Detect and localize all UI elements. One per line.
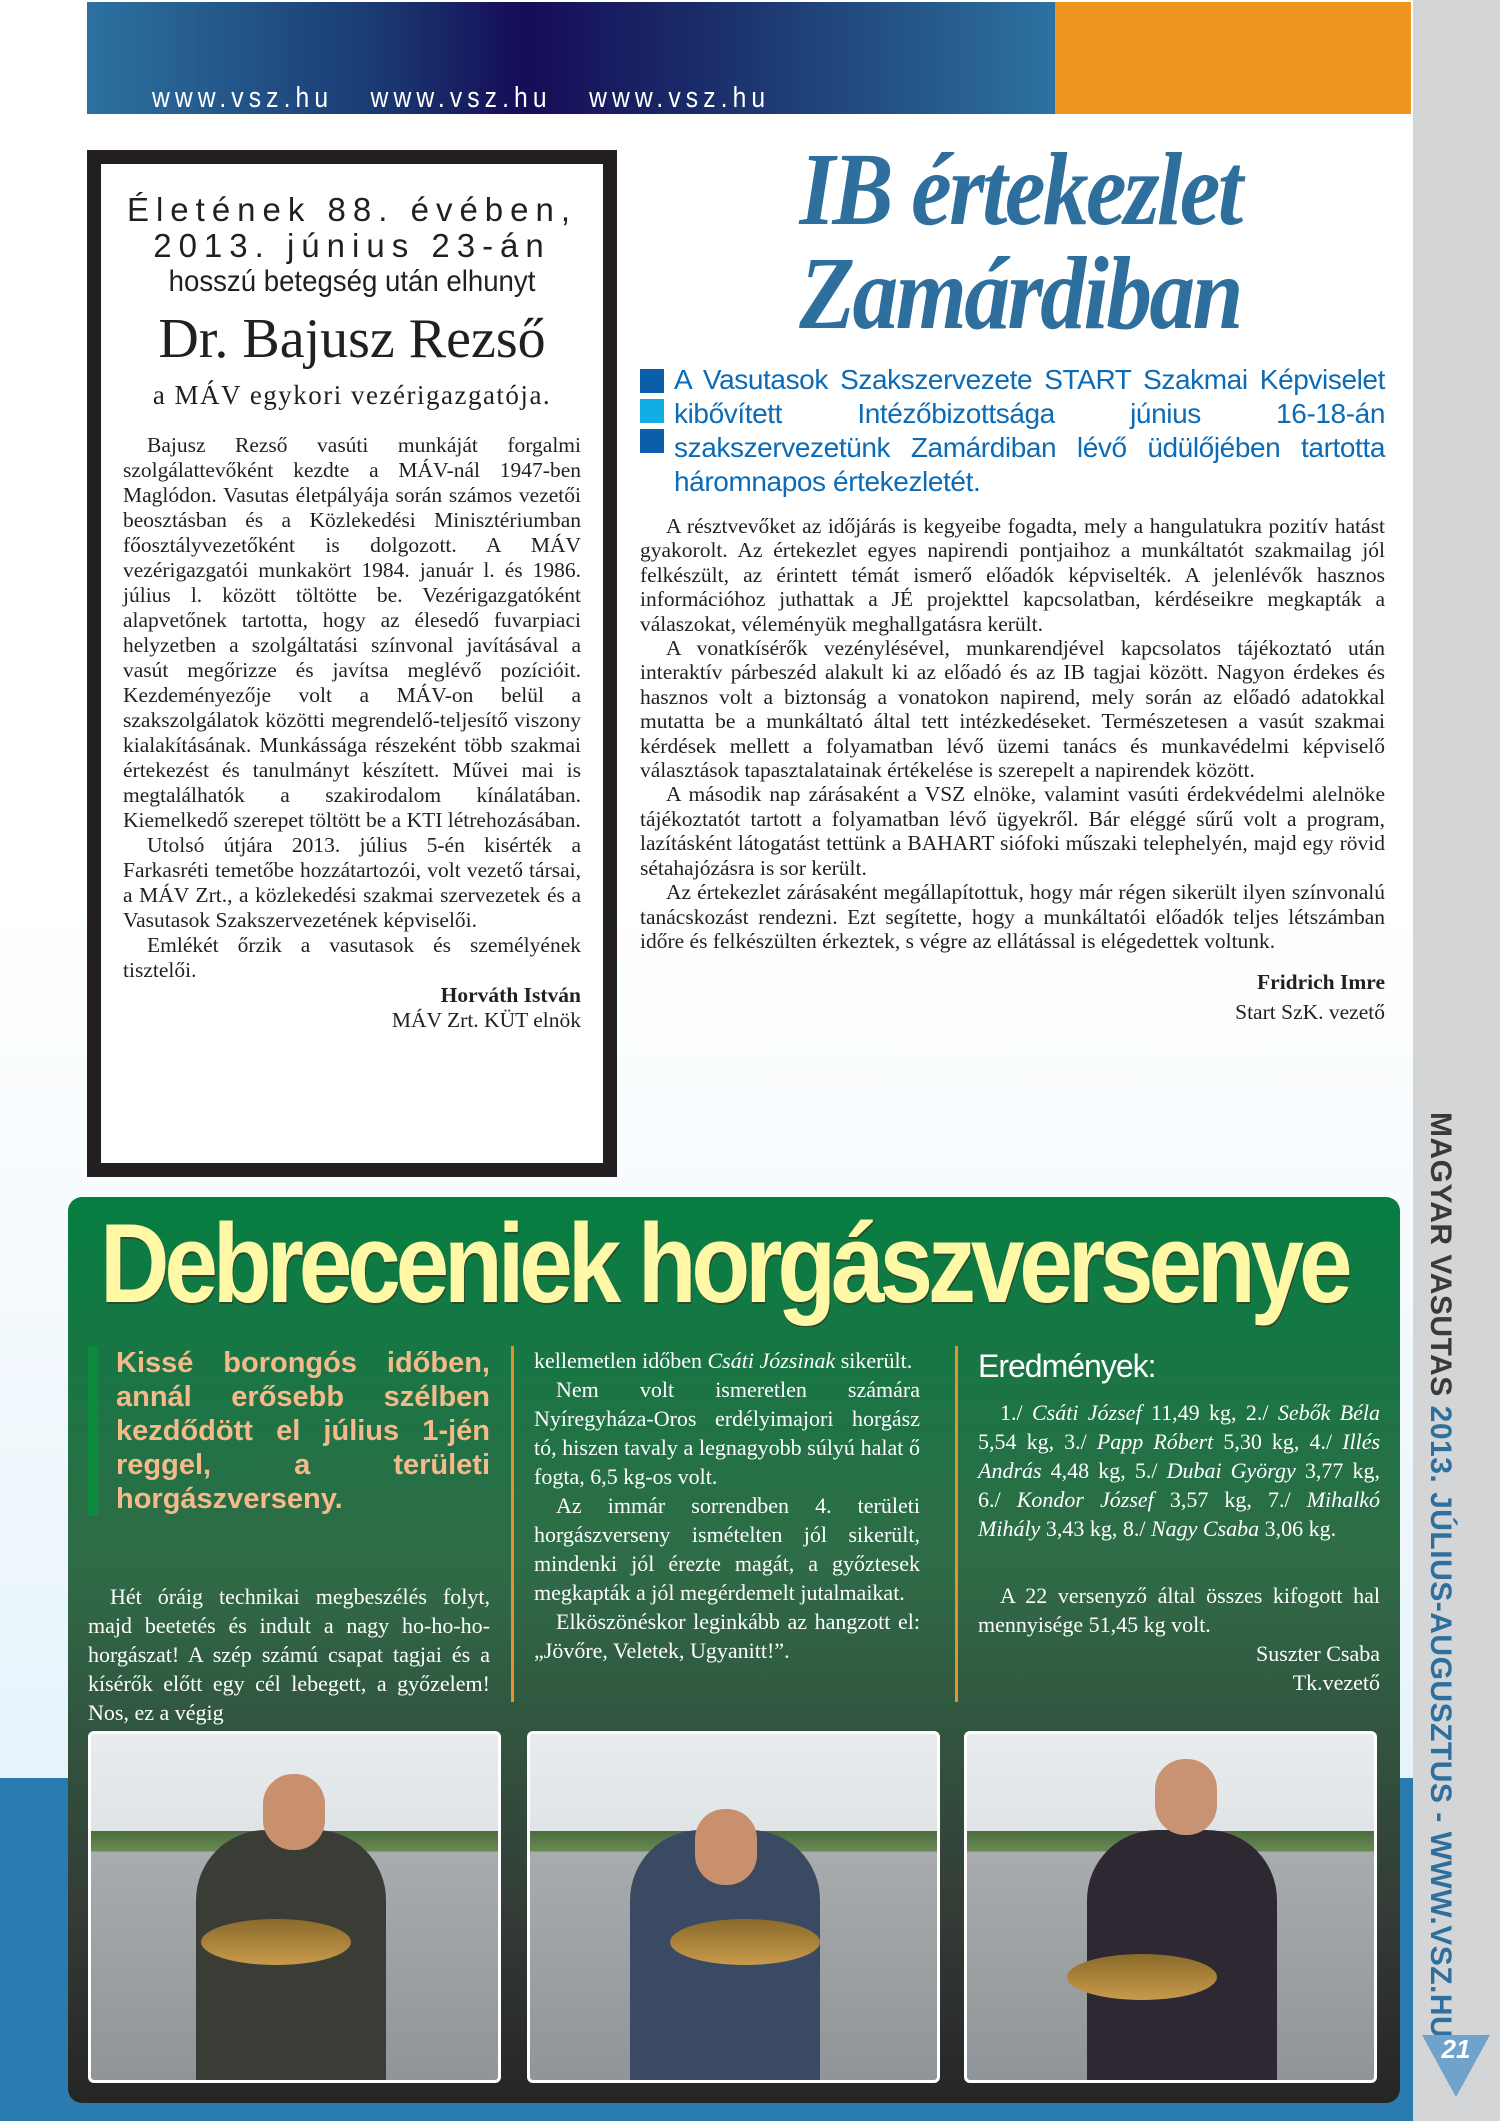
header-url[interactable]: www.vsz.hu (589, 82, 771, 114)
result-rank: 5./ (1134, 1458, 1158, 1483)
fishing-paragraph: Az immár sorrendben 4. területi horgászverseny ismételten jól sikerült, mindenki jól érezte magát, a győztesek megkapták a jól megérdemelt jutalmaikat. (534, 1493, 920, 1605)
result-weight: 3,57 kg, (1169, 1487, 1252, 1512)
fishing-column-1 (88, 1346, 490, 1727)
ib-article-lead (640, 363, 1385, 499)
result-name: Kondor József (1016, 1487, 1154, 1512)
obituary-paragraph: Bajusz Rezső vasúti munkáját forgalmi szolgálattevőként kezdte a MÁV-nál 1947-ben Maglódon. Vasutas életpályája során számos vezetői beosztásban és a Közlekedési Minisztériumban főosztályvezetőként is dolgozott. A MÁV vezérigazgatói munkakört 1984. január l. és 1986. július l. között töltötte be. Vezérigazgatóként alapvetőnek tartotta, hogy az élesedő fuvarpiaci helyzetben a szolgáltatási színvonal javításával a vasút megőrizze és javítsa meglévő pozícióit. Kezdeményezője volt a MÁV-on belül a szakszolgálatok közötti megrendelő-teljesítő viszony kialakításának. Munkássága részeként több szakmai értekezést és tanulmányt készített. Művei mai is megtalálhatók a szakirodalom kínálatában. Kiemelkedő szerepet töltött be a KTI létrehozásában. (123, 433, 581, 832)
fishing-column-2 (534, 1346, 920, 1665)
result-entry (1000, 1400, 1246, 1425)
article-signature-title: Start SzK. vezető (1235, 1000, 1385, 1025)
result-rank: 6./ (978, 1487, 1001, 1512)
photo-angler-1 (88, 1731, 501, 2083)
photo-angler-3 (964, 1731, 1377, 2083)
obituary-name: Dr. Bajusz Rezső (158, 308, 546, 370)
fishing-intro: Kissé borongós időben, annál erősebb szélben kezdődött el július 1-jén reggel, a területi horgászverseny. (88, 1346, 490, 1516)
fish (1067, 1954, 1217, 2000)
obituary-signature-title: MÁV Zrt. KÜT elnök (391, 1008, 581, 1032)
ib-article-title (756, 132, 1284, 351)
column-divider (955, 1346, 958, 1702)
obituary-line2: 2013. június 23-án (153, 227, 551, 264)
result-name: Sebők Béla (1277, 1400, 1381, 1425)
obituary-line1: Életének 88. évében, (126, 191, 578, 228)
result-weight: 3,43 kg, (1045, 1516, 1118, 1541)
result-weight: 4,48 kg, (1050, 1458, 1126, 1483)
article-paragraph: A vonatkísérők vezénylésével, munkarendjével kapcsolatos tájékoztató után interaktív párbeszéd alakult ki az előadó és az IB tagjai között. Nagyon érdekes és hasznos volt a biztonság a vonatokon napirend, mely során az előadó adatokkal mutatta be a munkáltató által tett intézkedéseket. Természetesen a vasút szakmai kérdések mellett a folyamatban lévő üzemi tanács és munkavédelmi képviselő választások tapasztalatainak értékelése is szerepelt a napirendek között. (640, 636, 1385, 783)
obituary-paragraph: Emlékét őrzik a vasutasok és személyének tisztelői. (123, 933, 581, 982)
result-name: Dubai György (1166, 1458, 1296, 1483)
result-entry (1123, 1516, 1336, 1541)
fishing-paragraph: Elköszönéskor leginkább az hangzott el: „Jövőre, Veletek, Ugyanitt!”. (534, 1609, 920, 1663)
result-rank: 7./ (1268, 1487, 1291, 1512)
result-name: Nagy Csaba (1150, 1516, 1260, 1541)
fish (201, 1919, 351, 1965)
magazine-issue-label (1423, 1112, 1457, 2038)
result-weight: 3,77 kg, (1304, 1458, 1381, 1483)
obituary-signature-name: Horváth István (440, 983, 581, 1007)
angler-head (695, 1809, 757, 1885)
angler-head (263, 1774, 325, 1850)
issue-text: 2013. JÚLIUS-AUGUSZTUS - WWW.VSZ.HU (1424, 1405, 1457, 2039)
result-name: Illés András (978, 1429, 1381, 1483)
fishing-signature-name: Suszter Csaba (1255, 1641, 1380, 1666)
result-weight: 11,49 kg, (1150, 1400, 1237, 1425)
magazine-name: MAGYAR VASUTAS (1424, 1112, 1457, 1397)
article-paragraph: A résztvevőket az időjárás is kegyeibe fogadta, mely a hangulatukra pozitív hatást gyakorolt. Az értekezlet egyes napirendi pontjaihoz a munkáltatót szakmailag jól felkészült, az érintett témát ismerő előadók képviselték. A jelenlévők hasznos információhoz juthattak a JÉ projekttel kapcsolatban, kérdéseikre megkapták a válaszokat, véleményük meghallgatásra került. (640, 514, 1385, 636)
obituary-line3: hosszú betegség után elhunyt (168, 265, 536, 298)
lead-squares-icon (640, 369, 664, 499)
title-line: IB értekezlet (799, 132, 1241, 247)
text: sikerült. (835, 1348, 913, 1373)
page-number: 21 (1441, 2034, 1471, 2064)
title-line: Zamárdiban (799, 236, 1241, 351)
obituary-role: a MÁV egykori vezérigazgatója. (152, 380, 552, 410)
fishing-title: Debreceniek horgászversenye (100, 1201, 1348, 1326)
article-paragraph: A második nap zárásaként a VSZ elnöke, valamint vasúti érdekvédelmi alelnöke tájékoztatót tartott a folyamatban lévő ügyekről. Bár eléggé sűrű volt a program, lazításként látogatást tettünk a BAHART siófoki műszaki telephelyén, majd egy rövid sétahajózásra is sor került. (640, 782, 1385, 880)
ib-article-body (640, 514, 1385, 1027)
obituary-paragraph: Utolsó útjára 2013. július 5-én kisérték a Farkasréti temetőbe hozzátartozói, volt vezető társai, a MÁV Zrt., a közlekedési szakmai szervezetek és a Vasutasok Szakszervezetének képviselői. (123, 833, 581, 932)
result-weight: 3,06 kg. (1264, 1516, 1337, 1541)
results-heading: Eredmények: (978, 1348, 1156, 1384)
fishing-column-3 (978, 1346, 1380, 1697)
fish (670, 1919, 820, 1965)
result-entry (1064, 1429, 1309, 1454)
result-rank: 2./ (1245, 1400, 1269, 1425)
photo-angler-2 (527, 1731, 940, 2083)
results-list (978, 1398, 1380, 1543)
text: kellemetlen időben (534, 1348, 708, 1373)
result-name: Csáti József (1031, 1400, 1142, 1425)
result-rank: 8./ (1122, 1516, 1146, 1541)
result-rank: 4./ (1309, 1429, 1333, 1454)
angler-head (1155, 1759, 1217, 1835)
fishing-signature-title: Tk.vezető (1292, 1670, 1380, 1695)
obituary-box (87, 150, 617, 1177)
fishing-paragraph: Hét óráig technikai megbeszélés folyt, majd beetetés és indult a nagy ho-ho-ho-horgászat! A szép számú csapat tagjai és a kísérők előtt egy cél lebegett, a győzelem! Nos, ez a végig (88, 1584, 490, 1725)
header-orange-block (1055, 2, 1411, 114)
result-rank: 3./ (1064, 1429, 1087, 1454)
header-url[interactable]: www.vsz.hu (152, 82, 334, 114)
result-rank: 1./ (1000, 1400, 1023, 1425)
column-divider (511, 1346, 514, 1702)
result-name: Mihalkó Mihály (978, 1487, 1381, 1541)
lead-text: A Vasutasok Szakszervezete START Szakmai Képviselet kibővített Intézőbizottsága június 16-18-án szakszervezetünk Zamárdiban lévő üdülőjében tartotta háromnapos értekezletét. (674, 364, 1385, 497)
result-name: Papp Róbert (1096, 1429, 1214, 1454)
fishing-paragraph: Nem volt ismeretlen számára Nyíregyháza-Oros erdélyimajori horgász tó, hiszen tavaly a legnagyobb súlyú halat ő fogta, 6,5 kg-os volt. (534, 1377, 920, 1489)
results-summary: A 22 versenyző által összes kifogott hal mennyisége 51,45 kg volt. (978, 1583, 1380, 1637)
result-weight: 5,30 kg, (1223, 1429, 1300, 1454)
header-url[interactable]: www.vsz.hu (370, 82, 552, 114)
header-urls (152, 82, 770, 115)
result-weight: 5,54 kg, (978, 1429, 1055, 1454)
result-entry (978, 1487, 1268, 1512)
result-entry (1135, 1458, 1380, 1483)
article-signature-name: Fridrich Imre (1257, 970, 1385, 995)
winner-name: Csáti Józsinak (707, 1348, 836, 1373)
article-paragraph: Az értekezlet zárásaként megállapítottuk, hogy már régen sikerült ilyen színvonalú tanácskozást rendezni. Ezt segítette, hogy a munkáltatói előadók teljes létszámban időre és felkészülten érkeztek, s végre az ellátással is elégedettek voltunk. (640, 880, 1385, 953)
